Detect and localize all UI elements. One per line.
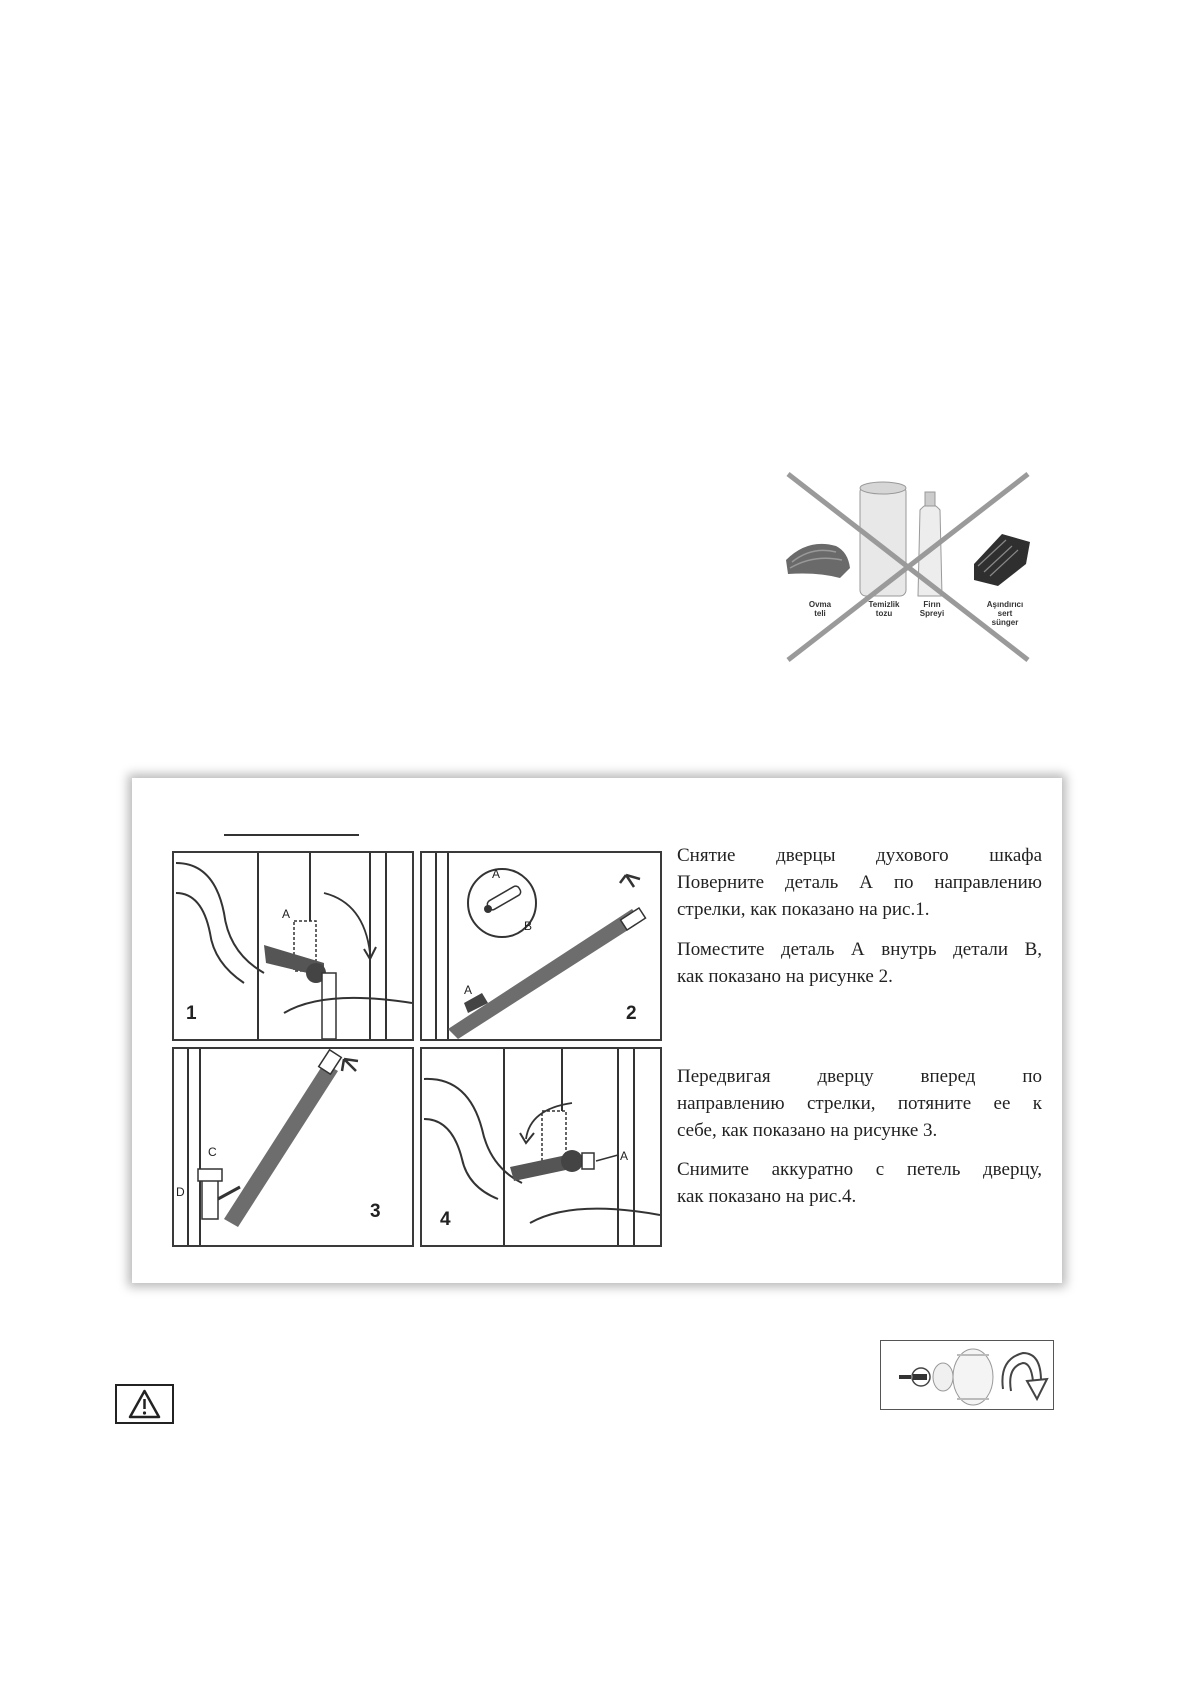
hard-sponge-icon	[974, 534, 1030, 586]
part-label-a: A	[464, 983, 473, 997]
steel-wool-icon	[786, 544, 850, 578]
part-label-a: A	[620, 1149, 629, 1163]
instruction-step-1: Снятие дверцы духового шкафа Поверните деталь А по направлению стрелки, как показано на рис.1.	[677, 845, 1042, 920]
label-cleaning-powder: Temizlik tozu	[868, 600, 900, 618]
figure-number: 4	[440, 1209, 451, 1230]
figure-2	[420, 851, 662, 1041]
part-label-d: D	[176, 1185, 185, 1199]
panel-rule	[224, 834, 359, 836]
part-label-b: B	[524, 919, 533, 933]
instruction-step-4: Снимите аккуратно с петель дверцу, как показано на рис.4.	[677, 1159, 1042, 1207]
powder-can-icon	[860, 486, 906, 596]
figure-number: 1	[186, 1003, 197, 1024]
figure-number: 3	[370, 1201, 381, 1222]
label-abrasive-sponge: Aşındırıcı sert sünger	[986, 600, 1024, 627]
figure-3	[172, 1047, 414, 1247]
door-removal-panel	[132, 778, 1062, 1283]
part-label-a: A	[492, 867, 501, 881]
prohibited-cleaners-image	[778, 468, 1040, 668]
instruction-step-2: Поместите деталь А внутрь детали В, как показано на рисунке 2.	[677, 939, 1042, 987]
lamp-cover-rotation-image	[880, 1340, 1054, 1410]
rotate-arrow-icon	[1027, 1379, 1047, 1399]
figure-1	[172, 851, 414, 1041]
instruction-step-3: Передвигая дверцу вперед по направлению стрелки, потяните ее к себе, как показано на рисунке 3.	[677, 1066, 1042, 1141]
figure-number: 2	[626, 1003, 637, 1024]
figure-4	[420, 1047, 662, 1247]
part-label-c: C	[208, 1145, 217, 1159]
prohibited-cleaners-drawing	[778, 468, 1040, 668]
part-label-a: A	[282, 907, 291, 921]
lamp-cover-drawing	[881, 1341, 1053, 1409]
warning-icon	[115, 1384, 174, 1424]
label-oven-spray: Firın Spreyi	[919, 600, 945, 618]
label-steel-wool: Ovma teli	[808, 600, 832, 618]
